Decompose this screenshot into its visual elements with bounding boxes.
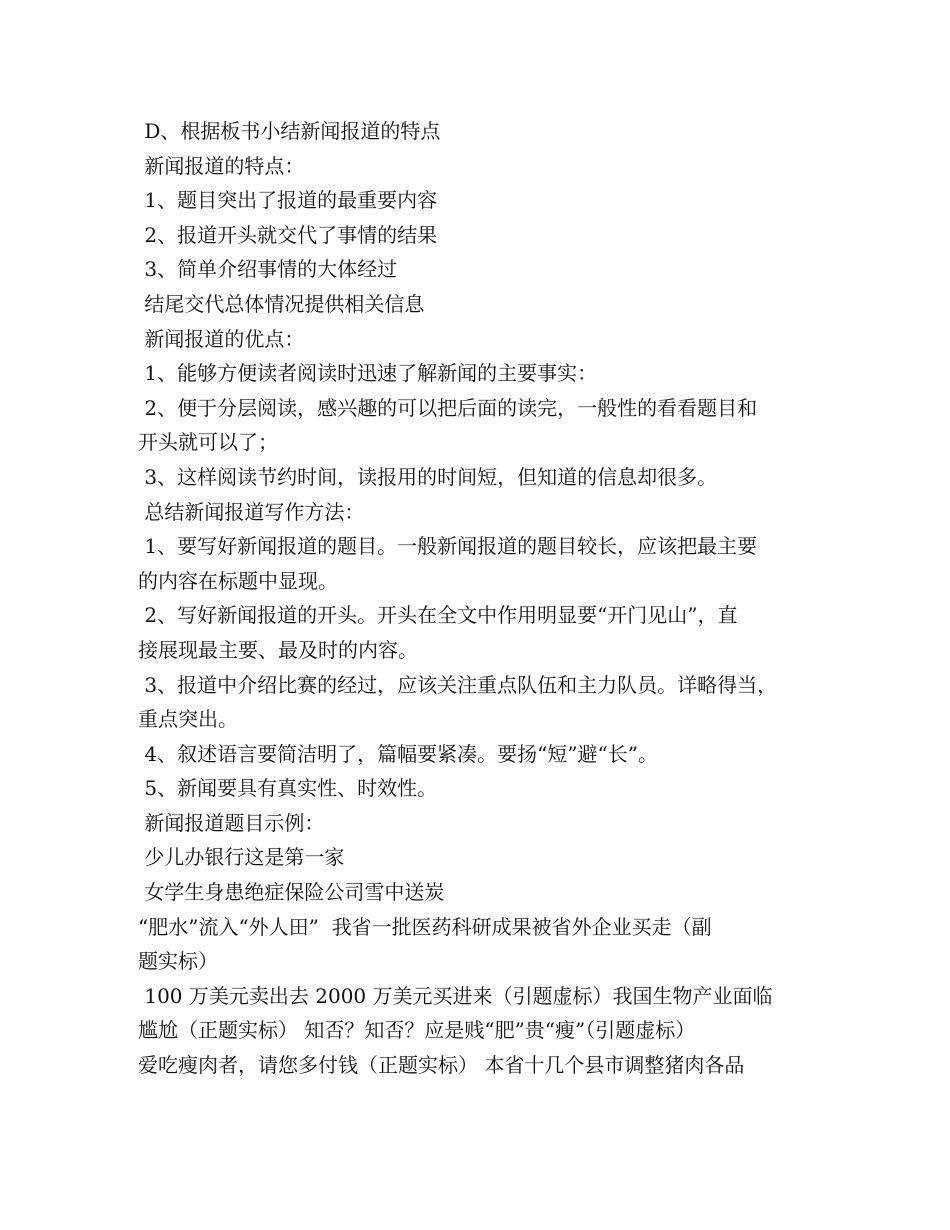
text-line: 2、报道开头就交代了事情的结果 — [138, 222, 438, 247]
text-line: 新闻报道的优点： — [138, 326, 305, 351]
text-line: 3、简单介绍事情的大体经过 — [138, 257, 398, 282]
text-line: 女学生身患绝症保险公司雪中送炭 — [138, 880, 445, 905]
text-line: 开头就可以了； — [138, 430, 278, 455]
text-line: 少儿办银行这是第一家 — [138, 845, 345, 870]
text-line: D、根据板书小结新闻报道的特点 — [138, 119, 441, 143]
text-line: 5、新闻要具有真实性、时效性。 — [138, 776, 438, 801]
text-line: 爱吃瘦肉者，请您多付钱（正题实标） 本省十几个县市调整猪肉各品 — [138, 1053, 745, 1078]
text-line: “肥水”流入“外人田” 我省一批医药科研成果被省外企业买走（副 — [138, 914, 712, 939]
text-line: 1、要写好新闻报道的题目。一般新闻报道的题目较长，应该把最主要 — [138, 534, 758, 559]
text-line: 题实标） — [138, 949, 218, 974]
text-line: 4、叙述语言要简洁明了，篇幅要紧凑。要扬“短”避“长”。 — [138, 741, 658, 766]
text-line: 重点突出。 — [138, 707, 238, 732]
text-line: 接展现最主要、最及时的内容。 — [138, 637, 418, 662]
text-line: 100 万美元卖出去 2000 万美元买进来（引题虚标）我国生物产业面临 — [138, 983, 773, 1008]
text-line: 2、写好新闻报道的开头。开头在全文中作用明显要“开门见山”，直 — [138, 603, 738, 628]
text-line: 新闻报道题目示例： — [138, 810, 325, 835]
text-line: 新闻报道的特点： — [138, 153, 305, 178]
text-line: 1、能够方便读者阅读时迅速了解新闻的主要事实： — [138, 361, 598, 386]
text-line: 的内容在标题中显现。 — [138, 568, 338, 593]
text-line: 1、题目突出了报道的最重要内容 — [138, 188, 438, 213]
text-line: 总结新闻报道写作方法： — [138, 499, 365, 524]
text-line: 2、便于分层阅读，感兴趣的可以把后面的读完，一般性的看看题目和 — [138, 395, 758, 420]
text-line: 3、报道中介绍比赛的经过，应该关注重点队伍和主力队员。详略得当， — [138, 672, 778, 697]
document-body — [138, 114, 820, 1083]
text-line: 尴尬（正题实标） 知否？知否？应是贱“肥”贵“瘦”（引题虚标） — [138, 1018, 696, 1043]
text-line: 3、这样阅读节约时间，读报用的时间短，但知道的信息却很多。 — [138, 464, 718, 489]
text-line: 结尾交代总体情况提供相关信息 — [138, 291, 425, 316]
